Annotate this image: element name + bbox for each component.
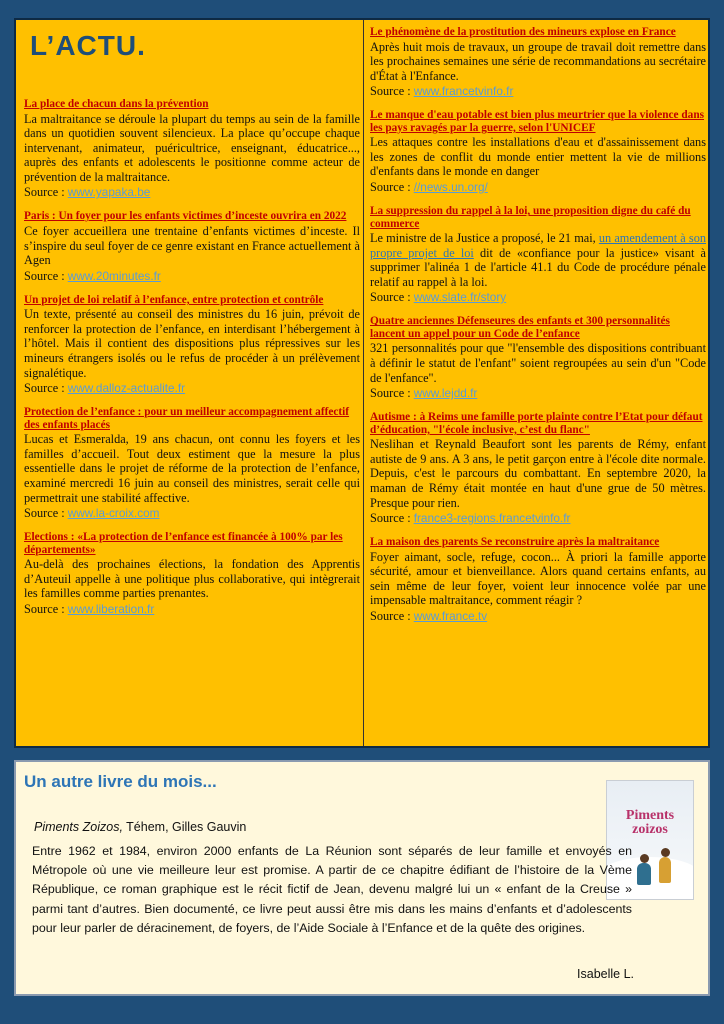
amendement-link[interactable]: un amendement à son propre projet de loi [370,231,706,260]
article-source [24,506,360,521]
article-body: 321 personnalités pour que "l'ensemble des dispositions contribuant à définir le statut de l'enfant" soient regroupées au sein d'un "Code de l'enfance". [370,341,706,385]
article-source [24,381,360,396]
article-source [370,386,706,401]
right-column [370,26,706,634]
livre-title: Un autre livre du mois... [24,772,217,791]
source-link[interactable]: www.france.tv [413,609,488,624]
article-body: Les attaques contre les installations d'eau et d'assainissement dans les zones de conflit du monde entier mettent la vie de millions d'enfants dans le monde en danger [370,135,706,179]
left-column [24,98,360,627]
article-headline[interactable]: La place de chacun dans la prévention [24,98,209,110]
cover-title [607,809,693,837]
source-label: Source : [370,84,414,99]
article-body: Foyer aimant, socle, refuge, cocon... À priori la famille apporte sécurité, amour et bienveillance. Alors quand certains enfants, au sein même de leur foyer, voient leur innocence volée par une impensable maltraitance, comment réagir ? [370,549,706,608]
article-headline[interactable]: Paris : Un foyer pour les enfants victimes d’inceste ouvrira en 2022 [24,210,347,223]
source-label: Source : [24,381,68,396]
article-source [370,290,706,305]
source-label: Source : [24,268,68,283]
article-prevention [24,98,360,200]
source-link[interactable]: www.slate.fr/story [413,290,507,305]
book-authors: Téhem, Gilles Gauvin [122,820,247,834]
source-link[interactable]: www.francetvinfo.fr [413,84,514,99]
cover-child-figure [659,857,671,883]
article-source [24,602,360,617]
article-maison-parents [370,536,706,624]
article-headline[interactable]: Le phénomène de la prostitution des mineurs explose en France [370,26,676,38]
book-title: Piments Zoizos, [34,820,123,834]
article-body: La maltraitance se déroule la plupart du temps au sein de la famille dans un quotidien souvent silencieux. La place qu’occupe chaque intervenant, animateur, puéricultrice, enseignant, éducatrice..., auprès des enfants et adolescents le positionne comme acteur de prévention de la maltraitance. [24,111,360,184]
article-accompagnement [24,406,360,521]
article-headline[interactable]: Le manque d'eau potable est bien plus meurtrier que la violence dans les pays ravagés par la guerre, selon l'UNICEF [370,109,705,134]
cover-child-head [640,854,649,863]
actu-section [14,18,710,748]
article-body: Un texte, présenté au conseil des ministres du 16 juin, prévoit de renforcer la protection de l’enfance, en interdisant l’hébergement à l’hôtel. Mais il contient des dispositions plus répressives sur les mineurs étrangers isolés ou le refus de procéder à un prélèvement signalétique. [24,307,360,380]
source-link[interactable]: www.20minutes.fr [67,268,161,283]
cover-child-figure [637,863,651,885]
source-label: Source : [370,511,414,526]
article-rappel-loi [370,205,706,305]
article-body: Neslihan et Reynald Beaufort sont les parents de Rémy, enfant autiste de 9 ans. A 3 ans, le petit garçon entre à l'école dite normale. Depuis, c'est le parcours du combattant. En septembre 2020, la maman de Rémy était montée en haut d'une grue de 50 mètres. Presque pour rien. [370,437,706,510]
source-label: Source : [24,601,68,616]
review-signature: Isabelle L. [577,967,634,981]
article-prostitution [370,26,706,99]
article-body: Au-delà des prochaines élections, la fondation des Apprentis d’Auteuil appelle à une politique plus collaborative, qui intègrerait les familles comme parties prenantes. [24,557,360,601]
source-link[interactable]: www.dalloz-actualite.fr [67,381,186,396]
article-body [370,231,706,289]
article-source [370,180,706,195]
article-headline[interactable]: La suppression du rappel à la loi, une proposition digne du café du commerce [370,205,691,230]
source-label: Source : [370,180,414,195]
article-body: Lucas et Esmeralda, 19 ans chacun, ont connu les foyers et les familles d’accueil. Tout deux estiment que la mesure la plus essentielle dans le projet de réforme de la protection de l’enfance, examiné mercredi 16 juin au conseil des ministres, serait celle qui permettrait une stabilité affective. [24,432,360,505]
actu-title: L’ACTU. [30,30,146,61]
article-headline[interactable]: La maison des parents Se reconstruire après la maltraitance [370,536,660,549]
cover-child-head [661,848,670,857]
column-divider [363,20,364,748]
article-elections [24,531,360,617]
article-headline[interactable]: Protection de l’enfance : pour un meilleur accompagnement affectif des enfants placés [24,406,350,431]
article-source [370,84,706,99]
book-reference [34,820,246,834]
source-label: Source : [24,185,68,200]
article-headline[interactable]: Quatre anciennes Défenseures des enfants et 300 personnalités lancent un appel pour un Code de l’enfance [370,315,670,340]
article-code-enfance [370,315,706,401]
article-source [24,185,360,200]
article-body: Après huit mois de travaux, un groupe de travail doit remettre dans les prochaines semaines une série de recommandations au secrétaire d'État à l'Enfance. [370,39,706,83]
article-source [24,269,360,284]
article-eau-potable [370,109,706,195]
source-link[interactable]: www.lejdd.fr [413,386,478,401]
article-source [370,609,706,624]
body-after: dit de «confiance pour la justice» visant à supprimer l'alinéa 1 de l'article 41.1 du Code de procédure pénale relatif au rappel à la loi. [370,245,706,289]
source-label: Source : [370,609,414,624]
article-autisme [370,411,706,526]
source-link[interactable]: www.yapaka.be [67,185,151,200]
article-body: Ce foyer accueillera une trentaine d’enfants victimes d’inceste. Il s’inspire du seul foyer de ce genre existant en France actuellement à Agen [24,223,360,268]
article-headline[interactable]: Un projet de loi relatif à l’enfance, entre protection et contrôle [24,293,324,306]
source-label: Source : [370,386,414,401]
source-label: Source : [24,506,68,521]
article-projet-loi [24,294,360,396]
article-headline[interactable]: Elections : «La protection de l’enfance est financée à 100% par les départements» [24,531,343,556]
article-headline[interactable]: Autisme : à Reims une famille porte plainte contre l’Etat pour défaut d’éducation, "l'école inclusive, c’est du flanc" [370,411,703,436]
source-link[interactable]: www.la-croix.com [67,506,160,521]
cover-title-line1: Piments [625,808,675,823]
source-link[interactable]: www.liberation.fr [67,601,155,616]
article-source [370,511,706,526]
body-before: Le ministre de la Justice a proposé, le 21 mai, [370,231,599,246]
book-description: Entre 1962 et 1984, environ 2000 enfants de La Réunion sont séparés de leur famille et envoyés en Métropole où une vie meilleure leur est promise. A partir de ce chapitre édifiant de l’histoire de la Vème République, ce roman graphique est le récit fictif de Jean, devenu malgré lui un « enfant de la Creuse » parmi tant d’autres. Bien documenté, ce livre peut aussi être mis dans les mains d’enfants et d’adolescents pour leur parler de déracinement, de foyers, de l’Aide Sociale à l’Enfance et de la quête des origines. [32,844,632,935]
article-foyer-inceste [24,210,360,283]
cover-title-line2: zoizos [632,822,668,837]
livre-du-mois-section [14,760,710,996]
source-label: Source : [370,290,414,305]
source-link[interactable]: //news.un.org/ [413,180,488,195]
source-link[interactable]: france3-regions.francetvinfo.fr [413,511,571,526]
